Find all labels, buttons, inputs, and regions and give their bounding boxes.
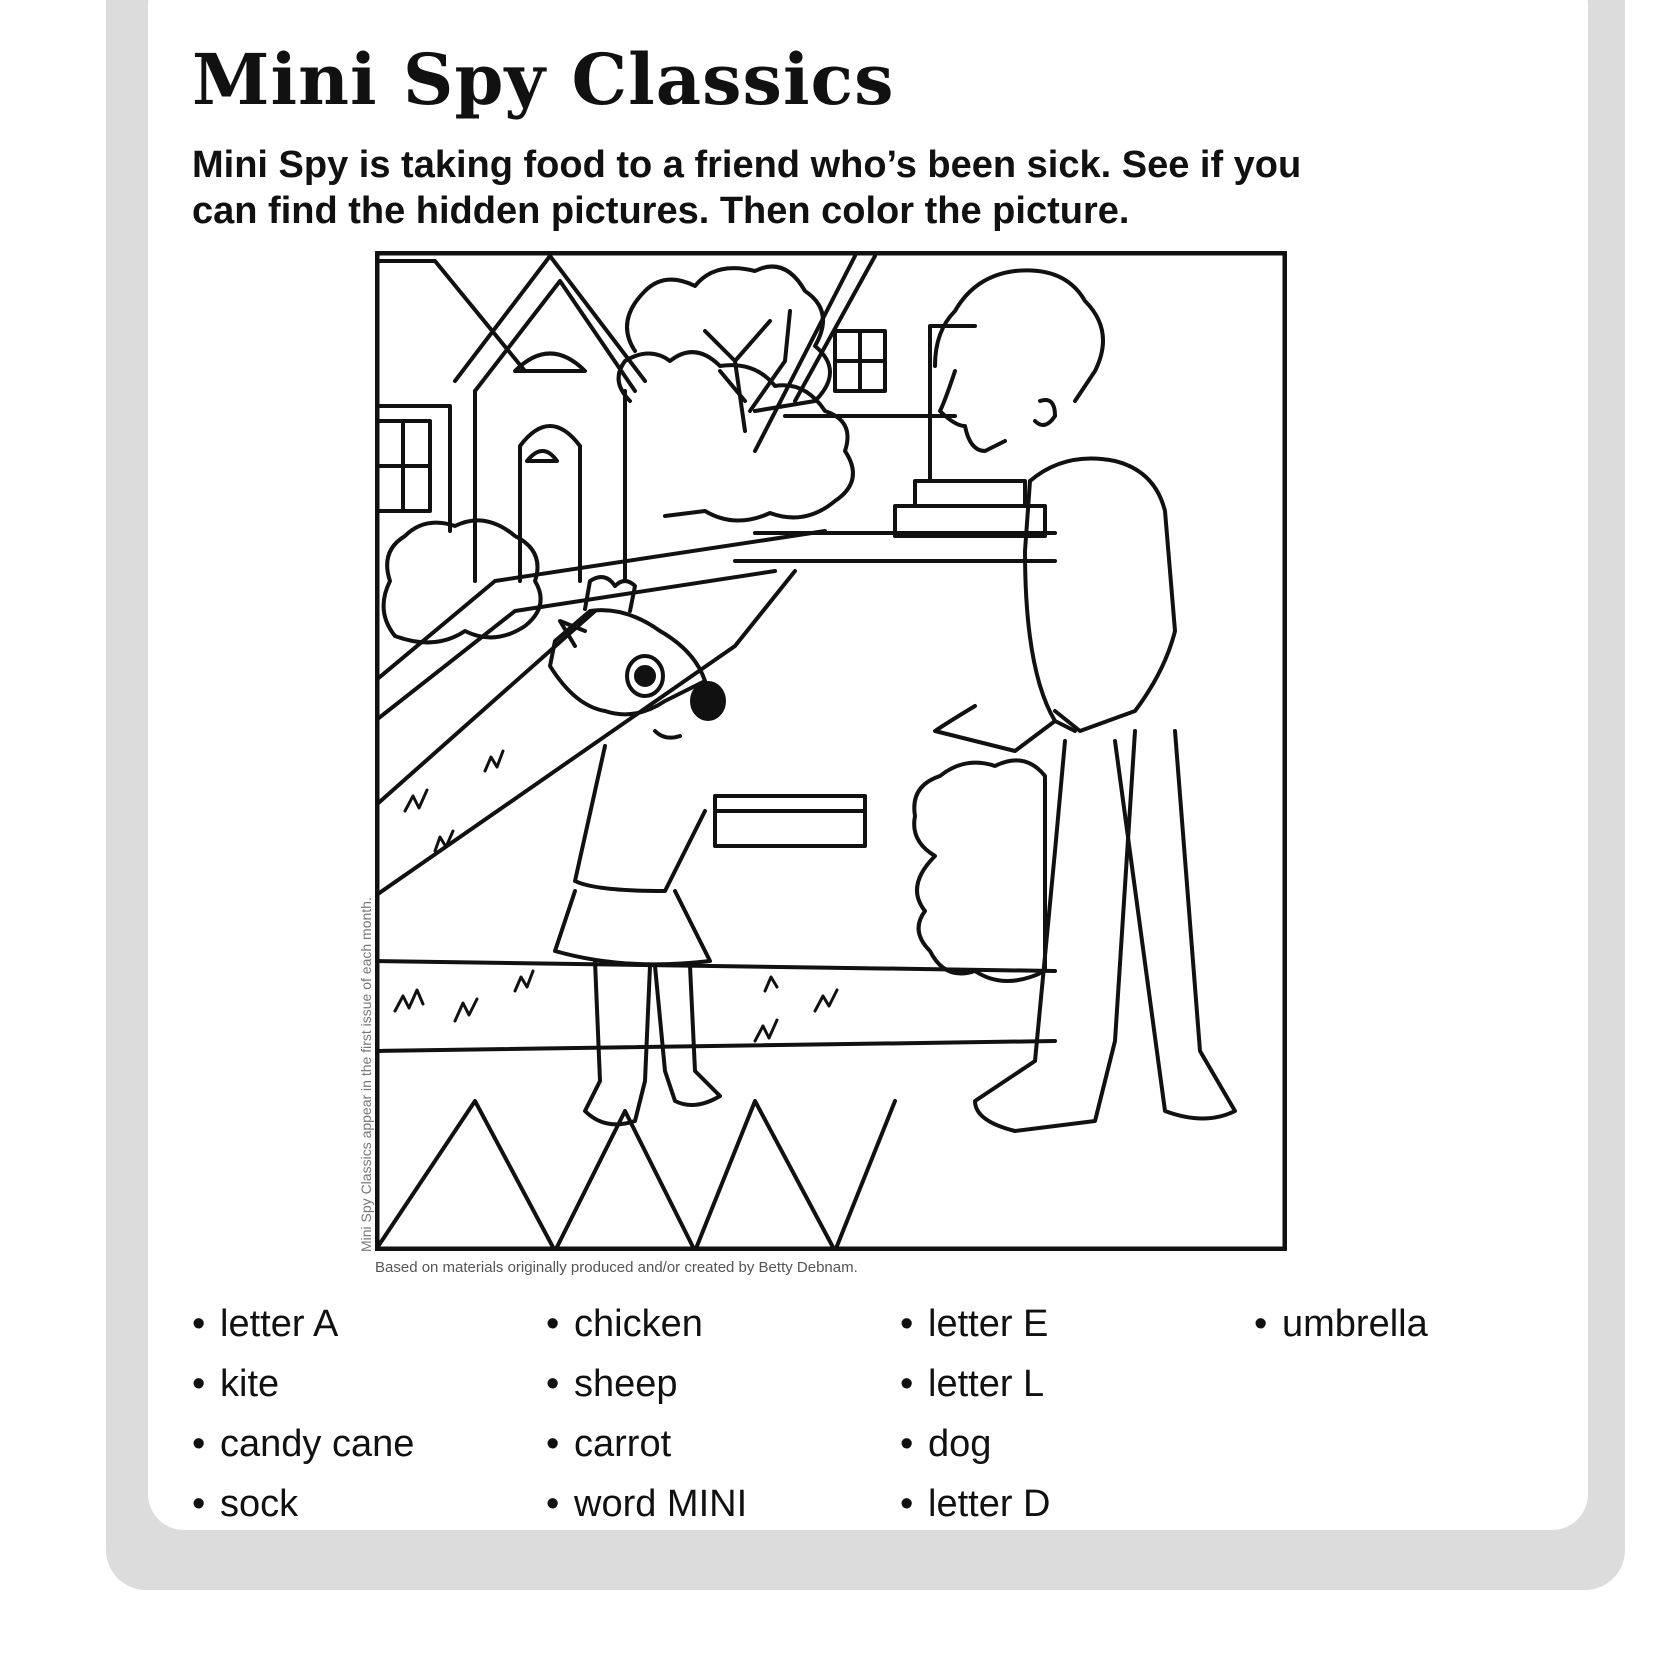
item-label: kite bbox=[220, 1363, 280, 1405]
item-label: letter A bbox=[220, 1303, 339, 1345]
list-item bbox=[900, 1294, 1050, 1354]
walkway bbox=[375, 531, 1055, 1251]
item-label: letter D bbox=[928, 1483, 1051, 1525]
side-credit: Mini Spy Classics appear in the first issue of each month. bbox=[358, 897, 374, 1252]
bullet: • bbox=[192, 1423, 206, 1465]
list-item bbox=[546, 1414, 747, 1474]
bullet: • bbox=[546, 1363, 560, 1405]
right-house bbox=[755, 256, 1045, 536]
adult-character bbox=[935, 270, 1235, 1131]
bullet: • bbox=[192, 1303, 206, 1345]
bullet: • bbox=[900, 1483, 914, 1525]
item-label: dog bbox=[928, 1423, 992, 1465]
list-item bbox=[900, 1354, 1050, 1414]
item-label: sheep bbox=[574, 1363, 678, 1405]
bullet: • bbox=[192, 1363, 206, 1405]
bushes bbox=[384, 267, 1045, 982]
list-item bbox=[546, 1294, 747, 1354]
mini-spy-character bbox=[550, 577, 865, 1124]
item-label: word MINI bbox=[574, 1483, 748, 1525]
bullet: • bbox=[192, 1483, 206, 1525]
bullet: • bbox=[546, 1423, 560, 1465]
item-column-2 bbox=[546, 1294, 747, 1534]
list-item bbox=[900, 1474, 1050, 1534]
bullet: • bbox=[900, 1363, 914, 1405]
item-label: sock bbox=[220, 1483, 299, 1525]
list-item bbox=[192, 1414, 414, 1474]
tree bbox=[705, 311, 790, 431]
page-title: Mini Spy Classics bbox=[192, 38, 895, 121]
list-item bbox=[1254, 1294, 1428, 1354]
item-label: letter L bbox=[928, 1363, 1045, 1405]
list-item bbox=[192, 1294, 414, 1354]
list-item bbox=[192, 1474, 414, 1534]
list-item bbox=[192, 1354, 414, 1414]
coloring-illustration bbox=[375, 251, 1287, 1251]
list-item bbox=[900, 1414, 1050, 1474]
item-label: carrot bbox=[574, 1423, 672, 1465]
illustration-frame bbox=[377, 253, 1285, 1249]
list-item bbox=[546, 1354, 747, 1414]
item-column-4 bbox=[1254, 1294, 1428, 1354]
bullet: • bbox=[546, 1483, 560, 1525]
item-label: letter E bbox=[928, 1303, 1049, 1345]
instructions: Mini Spy is taking food to a friend who’s been sick. See if you can find the hidden pictures. Then color the picture. bbox=[192, 144, 1302, 232]
item-column-3 bbox=[900, 1294, 1050, 1534]
hidden-pictures-list bbox=[192, 1294, 1612, 1534]
list-item bbox=[546, 1474, 747, 1534]
item-label: candy cane bbox=[220, 1423, 415, 1465]
item-label: chicken bbox=[574, 1303, 703, 1345]
bullet: • bbox=[1254, 1303, 1268, 1345]
bottom-credit: Based on materials originally produced and/or created by Betty Debnam. bbox=[375, 1259, 858, 1276]
bullet: • bbox=[900, 1303, 914, 1345]
bullet: • bbox=[900, 1423, 914, 1465]
bullet: • bbox=[546, 1303, 560, 1345]
item-column-1 bbox=[192, 1294, 414, 1534]
item-label: umbrella bbox=[1282, 1303, 1428, 1345]
